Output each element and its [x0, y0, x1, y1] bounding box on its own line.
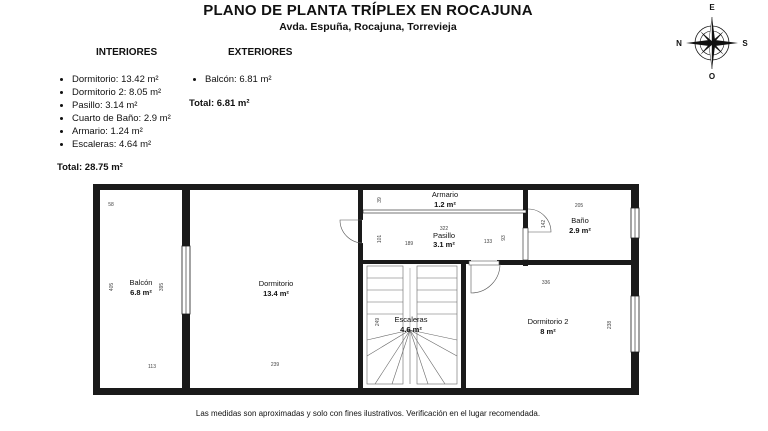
plan-title: PLANO DE PLANTA TRÍPLEX EN ROCAJUNA [203, 2, 533, 19]
walls [93, 184, 639, 395]
room-area-pasillo: 3.1 m² [433, 240, 455, 249]
list-item: • Cuarto de Baño: 2.9 m² [72, 112, 171, 125]
room-name-pasillo: Pasillo [432, 231, 456, 240]
room-name-bano: Baño [571, 216, 589, 225]
room-area-bano: 2.9 m² [569, 226, 591, 235]
dimension-label: 238 [607, 320, 613, 330]
disclaimer-note: Las medidas son aproximadas y solo con fines ilustrativos. Verificación en el lugar recomendada. [195, 409, 541, 418]
exteriores-total: Total: 6.81 m² [189, 98, 250, 109]
dimension-label: 113 [148, 364, 156, 370]
room-area-dormitorio: 13.4 m² [263, 289, 289, 298]
interiores-heading: INTERIORES [96, 47, 158, 58]
dimension-label: 336 [541, 280, 551, 286]
list-item: • Armario: 1.24 m² [72, 125, 171, 138]
room-name-dormitorio: Dormitorio [258, 279, 294, 288]
dimension-label: 405 [109, 282, 115, 292]
list-item: • Pasillo: 3.14 m² [72, 99, 171, 112]
room-area-armario: 1.2 m² [434, 200, 456, 209]
plan-address: Avda. Espuña, Rocajuna, Torrevieja [279, 21, 457, 33]
list-item: • Dormitorio 2: 8.05 m² [72, 86, 171, 99]
dimension-label: 133 [483, 239, 493, 245]
room-area-dormitorio-2: 8 m² [540, 327, 556, 336]
dimension-label: 395 [159, 282, 165, 292]
compass-east-label: S [742, 39, 748, 48]
dimension-label: 249 [375, 317, 381, 327]
dimension-label: 93 [501, 235, 507, 241]
list-item: • Balcón: 6.81 m² [205, 73, 272, 86]
dimension-label: 205 [574, 203, 584, 209]
exteriores-heading: EXTERIORES [228, 47, 293, 58]
room-name-escaleras: Escaleras [394, 315, 428, 324]
room-name-armario: Armario [431, 190, 459, 199]
room-area-balcon: 6.8 m² [130, 288, 152, 297]
dimension-label: 239 [270, 362, 280, 368]
door-swings [340, 209, 551, 293]
dimension-label: 39 [377, 197, 383, 203]
dimension-label: 322 [439, 226, 449, 232]
dimension-label: 142 [541, 219, 547, 229]
dimension-label: 101 [377, 234, 383, 244]
room-name-balcon: Balcón [129, 278, 153, 287]
compass-north-label: E [709, 3, 715, 12]
dimension-label: 189 [404, 241, 414, 247]
compass-west-label: N [676, 39, 682, 48]
room-area-escaleras: 4.6 m² [400, 325, 422, 334]
list-item: • Escaleras: 4.64 m² [72, 138, 171, 151]
dimension-label: 58 [108, 202, 114, 208]
list-item: • Dormitorio: 13.42 m² [72, 73, 171, 86]
compass-south-label: O [708, 72, 716, 81]
room-name-dormitorio-2: Dormitorio 2 [527, 317, 569, 326]
interiores-total: Total: 28.75 m² [57, 162, 123, 173]
compass-rose-icon [686, 17, 738, 69]
